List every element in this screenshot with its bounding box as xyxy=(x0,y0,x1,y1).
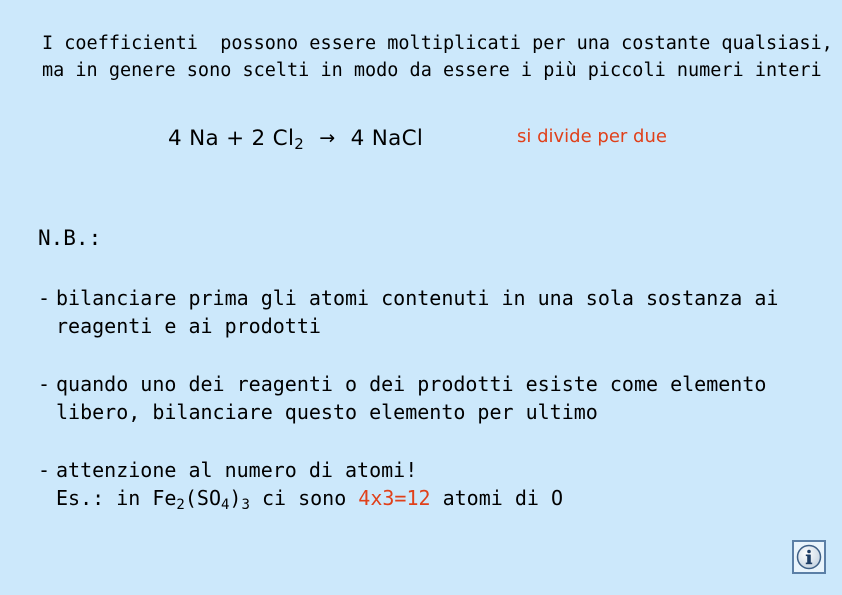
example-sub-2: 4 xyxy=(220,497,230,513)
nb-heading: N.B.: xyxy=(38,226,102,250)
example-text: ci sono xyxy=(249,486,359,510)
example-suffix: atomi di O xyxy=(430,486,563,510)
list-item-2 xyxy=(38,370,766,426)
list-item-3 xyxy=(38,456,563,512)
list-item-1-line2: reagenti e ai prodotti xyxy=(56,314,321,338)
list-item-1 xyxy=(38,284,778,340)
equation-note: si divide per due xyxy=(517,126,667,147)
equation-subscript: 2 xyxy=(294,135,305,153)
list-item-2-line1: quando uno dei reagenti o dei prodotti esiste come elemento xyxy=(56,372,767,396)
equation-products: 4 NaCl xyxy=(350,126,424,151)
example-formula-part: (SO xyxy=(184,486,221,510)
intro-line-1: I coefficienti possono essere moltiplicati per una costante qualsiasi, xyxy=(42,33,833,54)
bullet-dash: - xyxy=(38,372,51,396)
intro-line-2: ma in genere sono scelti in modo da essere i più piccoli numeri interi xyxy=(42,60,822,81)
intro-text xyxy=(42,30,833,84)
list-item-3-line1: attenzione al numero di atomi! xyxy=(56,458,418,482)
example-highlight: 4x3=12 xyxy=(358,486,431,510)
list-item-1-line1: bilanciare prima gli atomi contenuti in una sola sostanza ai xyxy=(56,286,779,310)
list-item-2-line2: libero, bilanciare questo elemento per ultimo xyxy=(56,400,598,424)
example-prefix: Es.: in Fe xyxy=(56,486,177,510)
example-sub-3: 3 xyxy=(241,497,250,513)
equation-reactants: 4 Na + 2 Cl xyxy=(168,126,295,151)
bullet-dash: - xyxy=(38,458,51,482)
bullet-dash: - xyxy=(38,286,51,310)
info-button[interactable] xyxy=(792,540,826,574)
example-line xyxy=(38,484,563,512)
example-sub-1: 2 xyxy=(176,497,185,513)
example-formula-part: ) xyxy=(229,486,242,510)
chemical-equation xyxy=(168,126,423,151)
info-icon xyxy=(796,544,822,570)
reaction-arrow-icon: → xyxy=(319,127,336,149)
